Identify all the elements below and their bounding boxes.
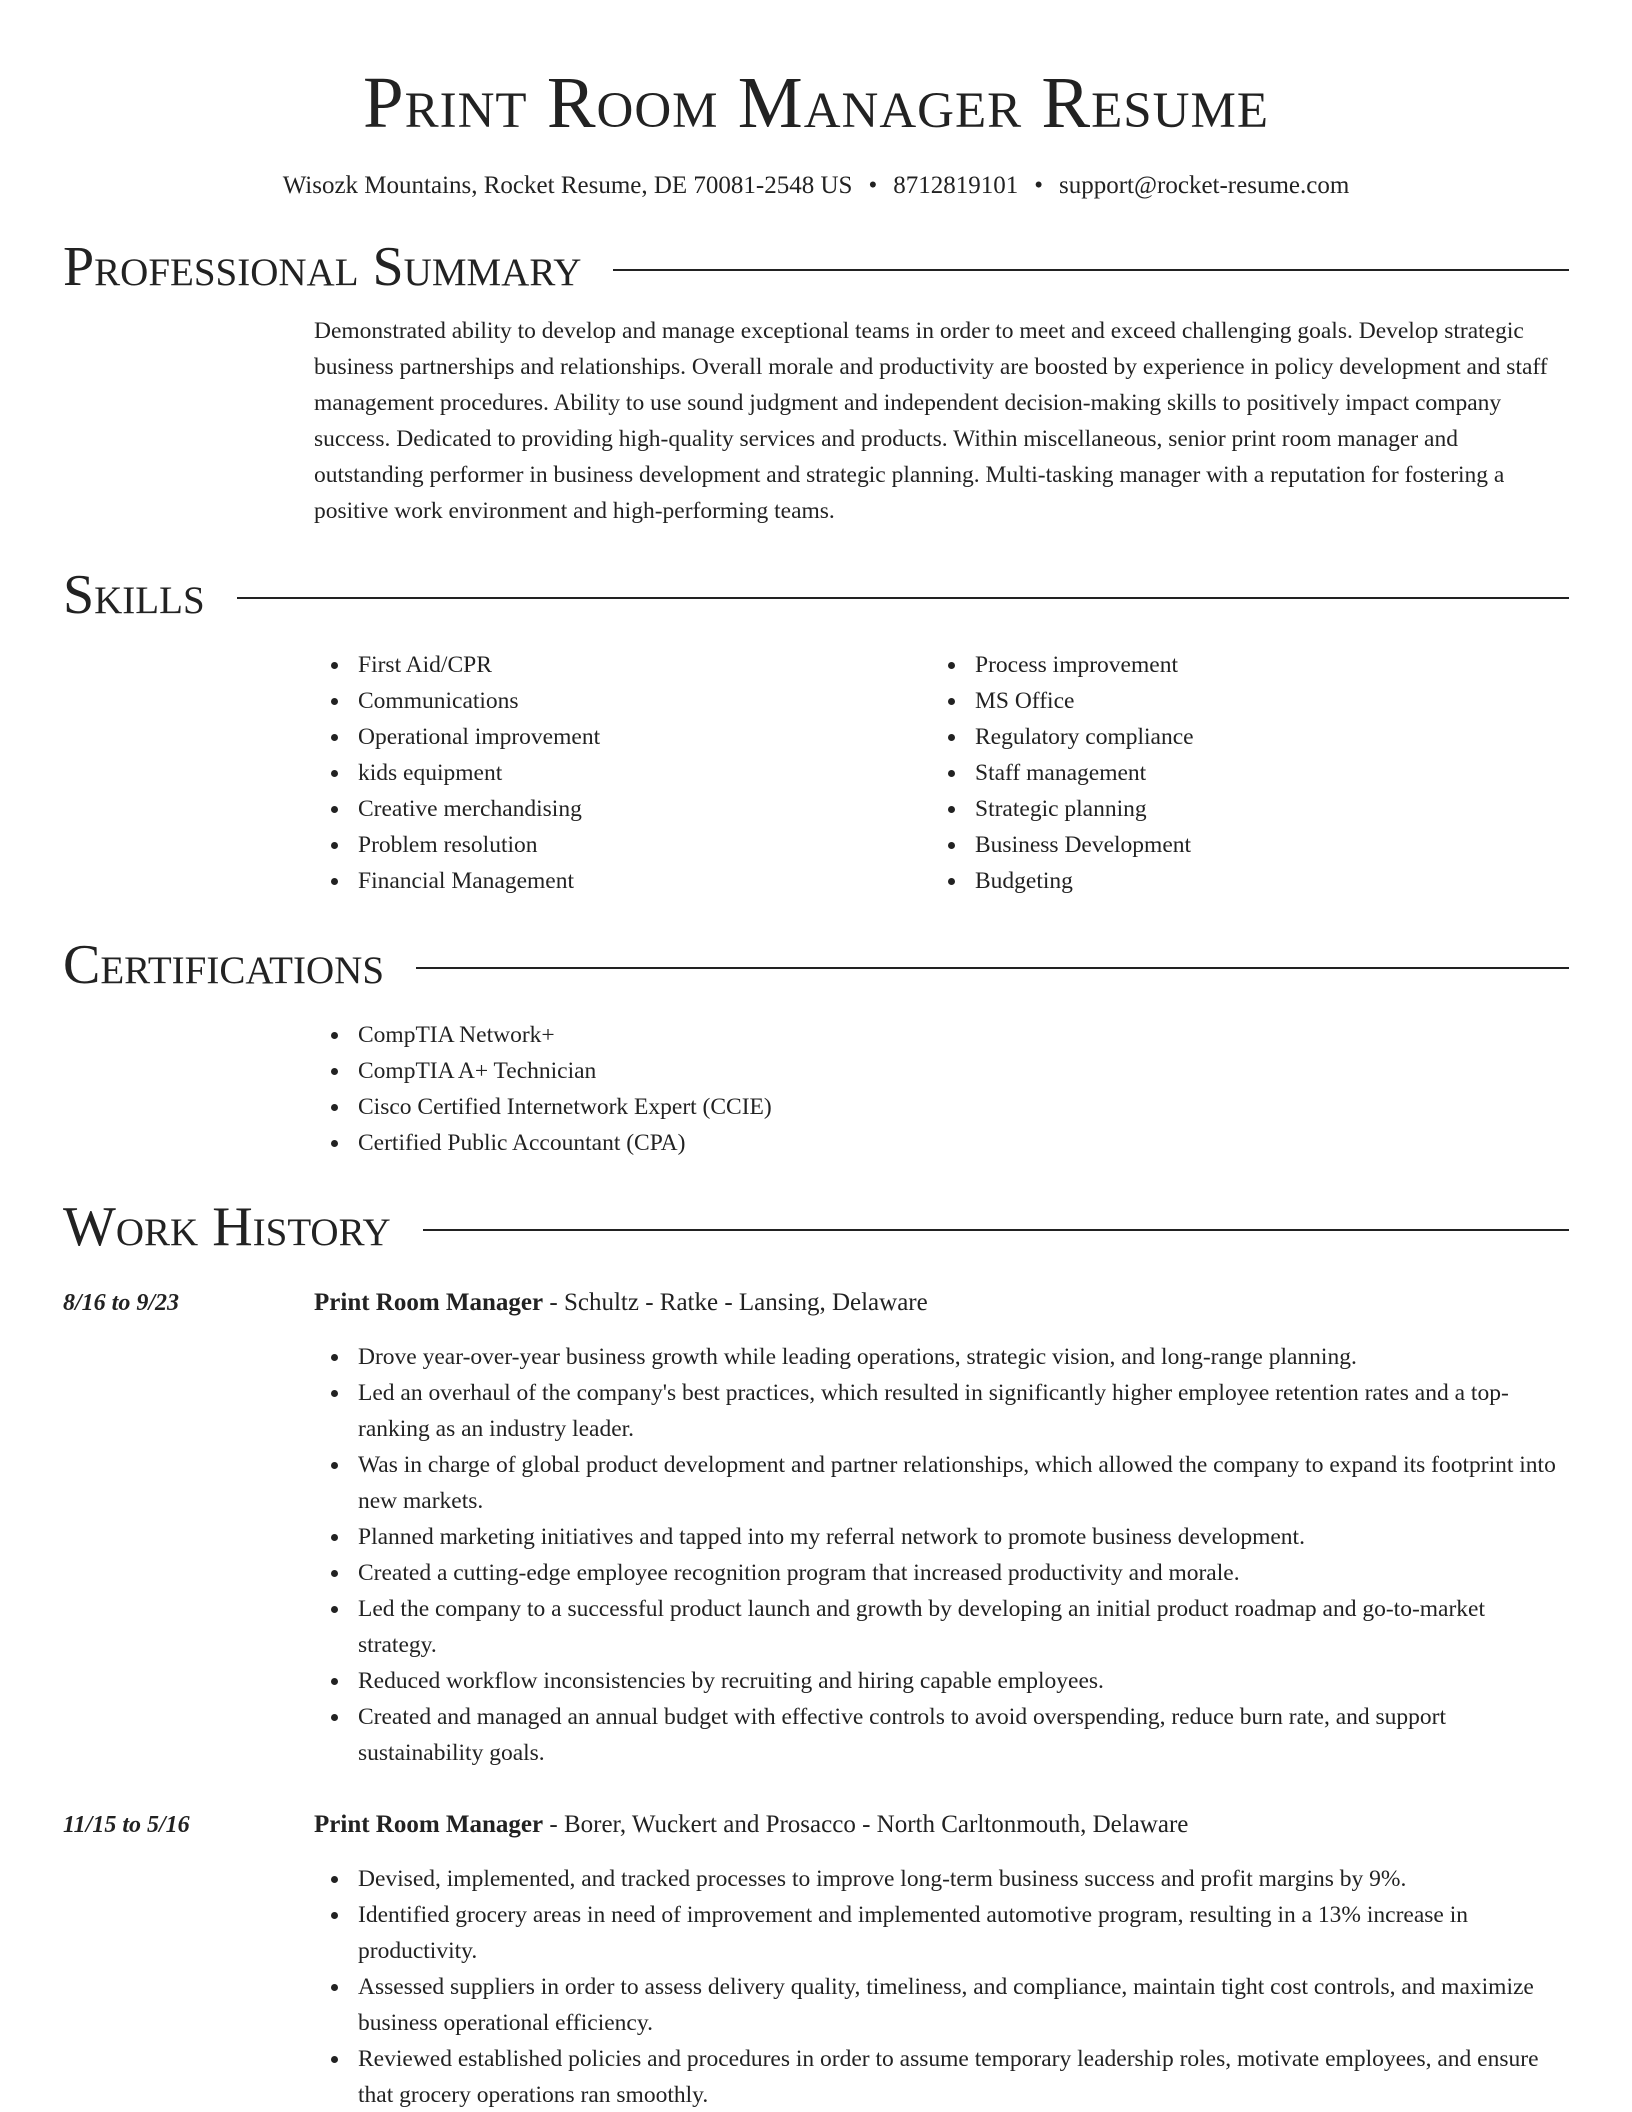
contact-address: Wisozk Mountains, Rocket Resume, DE 70081-2548 US <box>282 172 853 199</box>
skills-list-left <box>314 647 931 899</box>
certifications-heading: Certifications <box>63 934 385 996</box>
job-duty: Reduced workflow inconsistencies by recruiting and hiring capable employees. <box>314 1663 1569 1699</box>
job-company-location: - Schultz - Ratke - Lansing, Delaware <box>543 1289 928 1316</box>
job-duty: Planned marketing initiatives and tapped into my referral network to promote business development. <box>314 1519 1569 1555</box>
job-duty: Reviewed established policies and procedures in order to assume temporary leadership roles, motivate employees, and ensure that grocery operations ran smoothly. <box>314 2041 1569 2112</box>
resume-title: Print Room Manager Resume <box>363 62 1269 143</box>
job-company-location: - Borer, Wuckert and Prosacco - North Carltonmouth, Delaware <box>543 1811 1189 1838</box>
skill-item: Strategic planning <box>931 791 1548 827</box>
contact-separator: • <box>868 172 878 199</box>
job-title: Print Room Manager <box>314 1289 544 1316</box>
contact-phone: 8712819101 <box>893 172 1019 199</box>
job-dates: 11/15 to 5/16 <box>63 1812 190 1838</box>
section-divider <box>237 597 1569 599</box>
section-divider <box>613 269 1569 271</box>
certification-item: CompTIA Network+ <box>314 1017 1569 1053</box>
job-heading <box>314 1807 1569 1843</box>
job-duty: Was in charge of global product development and partner relationships, which allowed the company to expand its footprint into new markets. <box>314 1447 1569 1519</box>
skill-item: Communications <box>314 683 931 719</box>
section-divider <box>416 967 1569 969</box>
job-body <box>314 1807 1569 2112</box>
job-duty: Created and managed an annual budget with effective controls to avoid overspending, reduce burn rate, and support sustainability goals. <box>314 1699 1569 1771</box>
skills-heading: Skills <box>63 564 205 626</box>
job-body <box>314 1285 1569 1771</box>
contact-line <box>63 171 1569 201</box>
job-duties-list <box>314 1339 1569 1771</box>
skill-item: Business Development <box>931 827 1548 863</box>
job-title: Print Room Manager <box>314 1811 544 1838</box>
skill-item: Financial Management <box>314 863 931 899</box>
section-divider <box>423 1229 1569 1231</box>
summary-section-header <box>63 236 1569 298</box>
job-entry <box>63 1807 1569 2112</box>
job-dates: 8/16 to 9/23 <box>63 1290 180 1316</box>
certification-item: Certified Public Accountant (CPA) <box>314 1125 1569 1161</box>
job-duty: Led the company to a successful product launch and growth by developing an initial product roadmap and go-to-market strategy. <box>314 1591 1569 1663</box>
summary-heading: Professional Summary <box>63 236 582 298</box>
certification-item: Cisco Certified Internetwork Expert (CCIE) <box>314 1089 1569 1125</box>
skills-list-right <box>931 647 1548 899</box>
skill-item: Staff management <box>931 755 1548 791</box>
skill-item: Regulatory compliance <box>931 719 1548 755</box>
job-entry <box>63 1285 1569 1771</box>
certification-item: CompTIA A+ Technician <box>314 1053 1569 1089</box>
job-duty: Identified grocery areas in need of improvement and implemented automotive program, resulting in a 13% increase in productivity. <box>314 1897 1569 1969</box>
job-heading <box>314 1285 1569 1321</box>
skill-item: Budgeting <box>931 863 1548 899</box>
job-duty: Created a cutting-edge employee recognition program that increased productivity and morale. <box>314 1555 1569 1591</box>
skill-item: First Aid/CPR <box>314 647 931 683</box>
job-duty: Led an overhaul of the company's best practices, which resulted in significantly higher employee retention rates and a top-ranking as an industry leader. <box>314 1375 1569 1447</box>
skill-item: Process improvement <box>931 647 1548 683</box>
skill-item: Problem resolution <box>314 827 931 863</box>
job-duty: Devised, implemented, and tracked processes to improve long-term business success and profit margins by 9%. <box>314 1861 1569 1897</box>
skills-section-header <box>63 564 1569 626</box>
certifications-section-header <box>63 934 1569 996</box>
skills-columns <box>314 647 1569 899</box>
summary-text: Demonstrated ability to develop and manage exceptional teams in order to meet and exceed challenging goals. Develop strategic business partnerships and relationships. Overall morale and productivity are boosted by experience in policy development and staff management procedures. Ability to use sound judgment and independent decision-making skills to positively impact company success. Dedicated to providing high-quality services and products. Within miscellaneous, senior print room manager and outstanding performer in business development and strategic planning. Multi-tasking manager with a reputation for fostering a positive work environment and high-performing teams. <box>314 318 1548 524</box>
skill-item: MS Office <box>931 683 1548 719</box>
contact-email: support@rocket-resume.com <box>1059 172 1350 199</box>
job-duties-list <box>314 1861 1569 2112</box>
contact-separator: • <box>1034 172 1043 199</box>
skill-item: kids equipment <box>314 755 931 791</box>
job-duty: Drove year-over-year business growth while leading operations, strategic vision, and long-range planning. <box>314 1339 1569 1375</box>
skill-item: Operational improvement <box>314 719 931 755</box>
certifications-list <box>314 1017 1569 1161</box>
skill-item: Creative merchandising <box>314 791 931 827</box>
job-duty: Assessed suppliers in order to assess delivery quality, timeliness, and compliance, maintain tight cost controls, and maximize business operational efficiency. <box>314 1969 1569 2041</box>
work-history-heading: Work History <box>63 1196 391 1258</box>
work-history-section-header <box>63 1196 1569 1258</box>
